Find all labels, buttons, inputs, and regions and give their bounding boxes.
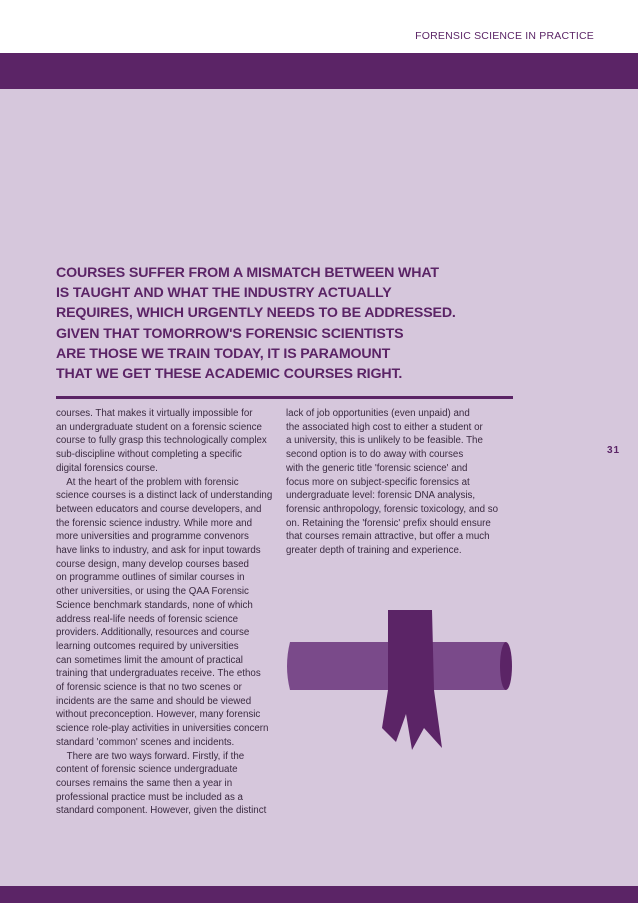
body-line: Science benchmark standards, none of which [56, 599, 253, 611]
body-line: training that undergraduates receive. The ethos [56, 668, 261, 680]
body-column-left [56, 407, 282, 818]
body-line: courses remains the same then a year in [56, 777, 233, 789]
body-line: lack of job opportunities (even unpaid) and [286, 408, 470, 419]
body-line: address real-life needs of forensic science [56, 613, 239, 625]
page-number: 31 [607, 445, 621, 456]
body-line: on. Retaining the 'forensic' prefix should ensure [286, 517, 491, 529]
pull-quote-line: GIVEN THAT TOMORROW'S FORENSIC SCIENTISTS [56, 325, 404, 342]
body-line: forensic anthropology, forensic toxicology, and so [286, 503, 499, 515]
pull-quote-line: COURSES SUFFER FROM A MISMATCH BETWEEN WHAT [56, 265, 439, 281]
body-line: digital forensics course. [56, 462, 158, 474]
body-line: more universities and programme convenors [56, 531, 249, 543]
body-line: course design, many develop courses based [56, 558, 249, 570]
pull-quote-line: REQUIRES, WHICH URGENTLY NEEDS TO BE ADDRESSED. [56, 305, 456, 322]
body-line: standard component. However, given the distinct [56, 805, 267, 817]
body-line: have links to industry, and ask for input towards [56, 545, 261, 557]
body-line: courses. That makes it virtually impossible for [56, 408, 253, 419]
body-line: with the generic title 'forensic science' and [286, 462, 468, 474]
body-line: second option is to do away with courses [286, 449, 464, 461]
body-line: science role-play activities in universities concern [56, 723, 269, 735]
body-line: course to fully grasp this technologically complex [56, 435, 267, 447]
body-line: standard 'common' scenes and incidents. [56, 736, 235, 748]
body-line: content of forensic science undergraduate [56, 764, 238, 776]
pull-quote-line: ARE THOSE WE TRAIN TODAY, IT IS PARAMOUNT [56, 345, 391, 362]
body-line: sub-discipline without completing a specific [56, 449, 242, 461]
body-line: that courses remain attractive, but offer a much [286, 531, 490, 543]
body-line: professional practice must be included as a [56, 791, 243, 803]
body-line: greater depth of training and experience. [286, 545, 462, 557]
body-line: undergraduate level: forensic DNA analysis, [286, 490, 476, 502]
body-line: other universities, or using the QAA Forensic [56, 586, 249, 598]
body-column-right [286, 407, 516, 558]
body-line: can sometimes limit the amount of practical [56, 654, 243, 666]
body-line: without preconception. However, many forensic [56, 709, 261, 721]
body-line: a university, this is unlikely to be feasible. The [286, 435, 483, 447]
body-line: incidents are the same and should be viewed [56, 695, 252, 707]
body-line: science courses is a distinct lack of understanding [56, 490, 273, 502]
body-line: focus more on subject-specific forensics at [286, 476, 470, 488]
pull-quote-line: THAT WE GET THESE ACADEMIC COURSES RIGHT. [56, 366, 403, 383]
body-line: There are two ways forward. Firstly, if the [56, 750, 245, 762]
body-line: providers. Additionally, resources and course [56, 627, 250, 639]
body-line: an undergraduate student on a forensic science [56, 421, 262, 433]
pull-quote-line: IS TAUGHT AND WHAT THE INDUSTRY ACTUALLY [56, 285, 392, 302]
body-line: the forensic science industry. While more and [56, 517, 252, 529]
scroll-ribbon [382, 610, 442, 750]
body-line: on programme outlines of similar courses in [56, 572, 245, 584]
header-area [0, 0, 638, 53]
bottom-color-band [0, 886, 638, 903]
body-line: of forensic science is that no two scenes or [56, 682, 242, 694]
top-color-band [0, 53, 638, 89]
scroll-end [500, 642, 512, 690]
body-line: the associated high cost to either a student or [286, 421, 483, 433]
pull-quote-divider [56, 396, 513, 399]
pull-quote [56, 263, 526, 384]
body-line: At the heart of the problem with forensic [56, 476, 239, 488]
section-title: FORENSIC SCIENCE IN PRACTICE [415, 30, 594, 42]
body-line: between educators and course developers, and [56, 503, 262, 515]
body-line: learning outcomes required by universities [56, 640, 239, 652]
diploma-scroll-icon [284, 610, 514, 770]
